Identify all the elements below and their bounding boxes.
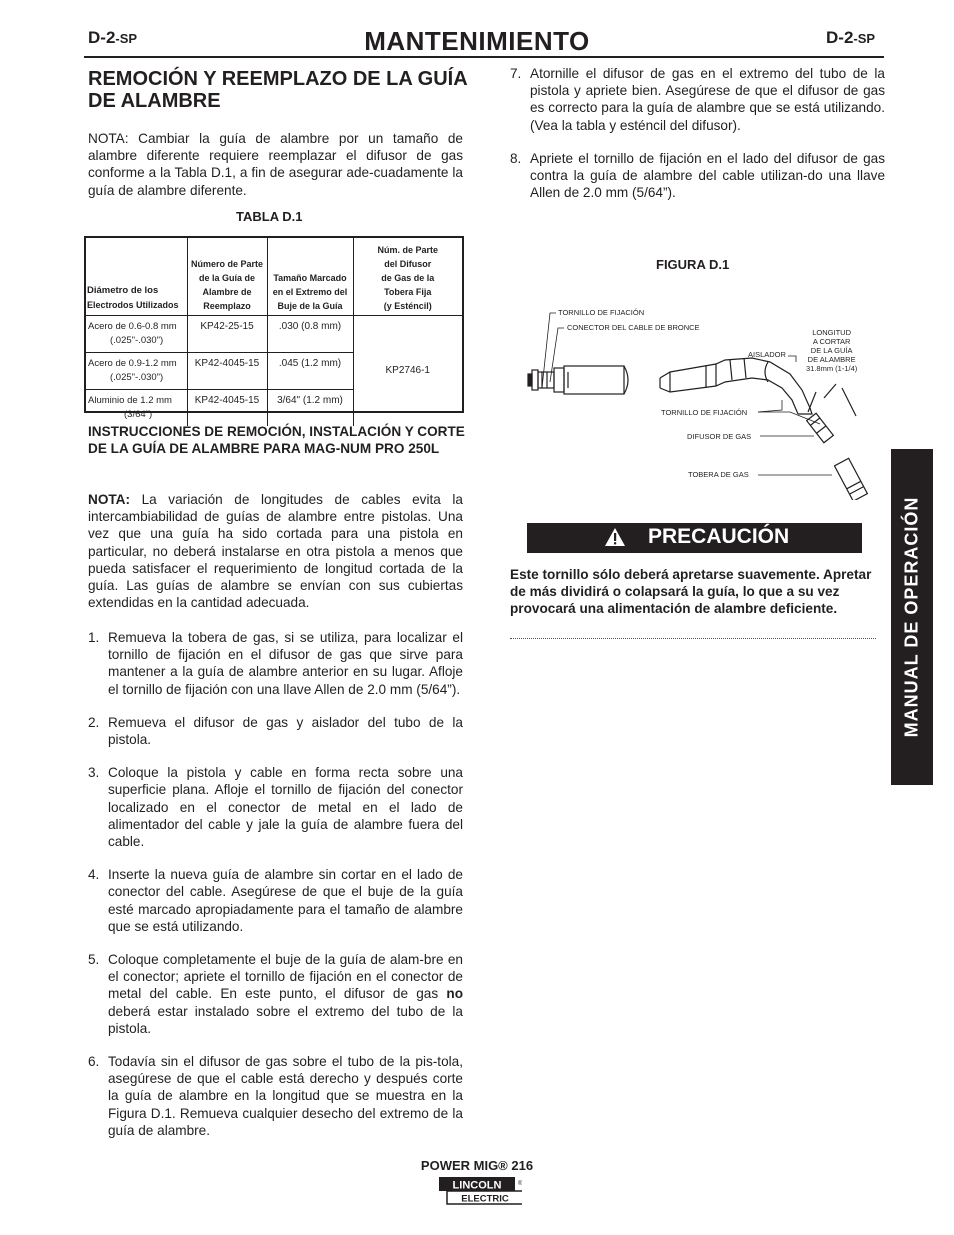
warning-icon [604,527,626,547]
label-gas-nozzle: TOBERA DE GAS [688,470,749,479]
logo-mark [439,1177,522,1205]
section-title: REMOCIÓN Y REEMPLAZO DE LA GUÍA DE ALAMBRE [88,68,467,112]
figure-d1 [520,300,880,500]
step-3: 3. Coloque la pistola y cable en forma recta sobre una superficie plana. Afloje el tornillo de fijación del conector localizado en el conector de metal en el lado de alimentador del cable y jale la guía de alambre fuera del cable. [88,765,463,850]
parts-table [84,236,464,420]
label-set-screw-bottom: TORNILLO DE FIJACIÓN [661,408,748,417]
step-4: 4. Inserte la nueva guía de alambre sin cortar en el lado de conector del cable. Asegúrese de que el buje de la guía esté marcado apropiadamente para el tamaño de alambre que se está utilizando. [88,867,463,934]
step-8: 8. Apriete el tornillo de fijación en el lado del difusor de gas contra la guía de alambre del cable utilizan-do una llave Allen de 2.0 mm (5/64”). [510,150,885,201]
step-7: 7. Atornille el difusor de gas en el extremo del tubo de la pistola y apriete bien. Asegúrese de que el difusor de gas es correcto para la guía de alambre que se está utilizando. (Vea la tabla y esténcil del difusor). [510,66,885,133]
svg-text:LINCOLN: LINCOLN [452,1179,502,1192]
caution-divider [510,638,876,639]
footer-model: POWER MIG® 216 [420,1158,534,1173]
label-cut-length: LONGITUD A CORTAR DE LA GUÍA DE ALAMBRE 31.8mm (1-1/4) [806,328,858,373]
table-row [86,315,462,352]
step-5: 5. Coloque completamente el buje de la guía de alam-bre en el conector; apriete el tornillo de fijación en el conector de metal del cable. En este punto, el difusor de gas no deberá estar instalado sobre el extremo del tubo de la pistola. [88,952,463,1036]
side-tab: MANUAL DE OPERACIÓN [891,449,933,785]
label-brass-connector: CONECTOR DEL CABLE DE BRONCE [567,323,700,332]
cell-marked: .030 (0.8 mm) [267,315,353,352]
cell-part: KP42-4045-15 [187,389,267,426]
caution-text: Este tornillo sólo deberá apretarse suavemente. Apretar de más dividirá o colapsará la guía, lo que a su vez provocará una alimentación de alambre deficiente. [510,567,872,617]
caution-banner [527,523,862,553]
nota-cables: NOTA: La variación de longitudes de cables evita la intercambiabilidad de guías de alambre entre pistolas. Una vez que una guía ha sido cortada para una pistola en particular, no deberá instalarse en otra pistola a menos que pueda satisfacer el requerimiento de longitud cortada de la guía. Las guías de alambre se envían con sus cubiertas extendidas en la cantidad adecuada. [88,492,463,611]
page-title: MANTENIMIENTO [364,26,590,56]
th-diffuser-part: Núm. de Parte del Difusor de Gas de la Tobera Fija (y Esténcil) [353,238,462,315]
cell-diffuser-part: KP2746-1 [353,315,462,426]
label-gas-diffuser: DIFUSOR DE GAS [687,432,752,441]
th-liner-part: Número de Parte de la Guía de Alambre de Reemplazo [187,238,267,315]
cell-part: KP42-4045-15 [187,352,267,389]
cell-marked: .045 (1.2 mm) [267,352,353,389]
steps-right [510,65,885,201]
th-marked-size: Tamaño Marcado en el Extremo del Buje de la Guía [267,238,353,315]
cell-diameter: Aluminio de 1.2 mm (3/64") [86,389,187,426]
header-rule [84,56,884,58]
step-1: 1. Remueva la tobera de gas, si se utiliza, para localizar el tornillo de fijación en el difusor de gas que sirve para mantener a la guía de alambre anterior en su lugar. Afloje el tornillo de fijación con una llave Allen de 2.0 mm (5/64”). [88,630,463,697]
page-code-right: D-2-SP [826,28,876,47]
cell-part: KP42-25-15 [187,315,267,352]
figure-title: FIGURA D.1 [656,257,730,272]
lincoln-electric-logo [439,1177,522,1205]
svg-text:®: ® [518,1181,522,1187]
cell-diameter: Acero de 0.9-1.2 mm (.025"-.030") [86,352,187,389]
step-2: 2. Remueva el difusor de gas y aislador del tubo de la pistola. [88,714,463,748]
label-insulator: AISLADOR [748,350,786,359]
cell-marked: 3/64" (1.2 mm) [267,389,353,426]
page-code-left: D-2-SP [88,28,138,47]
steps-left [88,629,463,1139]
step-6: 6. Todavía sin el difusor de gas sobre el tubo de la pis-tola, asegúrese de que el cable está derecho y después corte la guía de alambre en la longitud que se muestra en la Figura D.1. Remueva cualquier desecho del extremo de la guía de alambre. [88,1054,463,1138]
table-title: TABLA D.1 [236,209,303,224]
nota-intro: NOTA: Cambiar la guía de alambre por un tamaño de alambre diferente requiere reemplazar el difusor de gas conforme a la Tabla D.1, a fin de asegurar ade-cuadamente la guía de alambre diferente. [88,131,463,198]
svg-text:ELECTRIC: ELECTRIC [461,1193,509,1205]
instructions-title: INSTRUCCIONES DE REMOCIÓN, INSTALACIÓN Y CORTE DE LA GUÍA DE ALAMBRE PARA MAG-NUM PRO 250L [88,424,465,457]
cell-diameter: Acero de 0.6-0.8 mm (.025"-.030") [86,315,187,352]
th-diameter: Diámetro de los Electrodos Utilizados [86,238,187,315]
label-set-screw-top: TORNILLO DE FIJACIÓN [558,308,645,317]
caution-label: PRECAUCIÓN [648,525,790,548]
